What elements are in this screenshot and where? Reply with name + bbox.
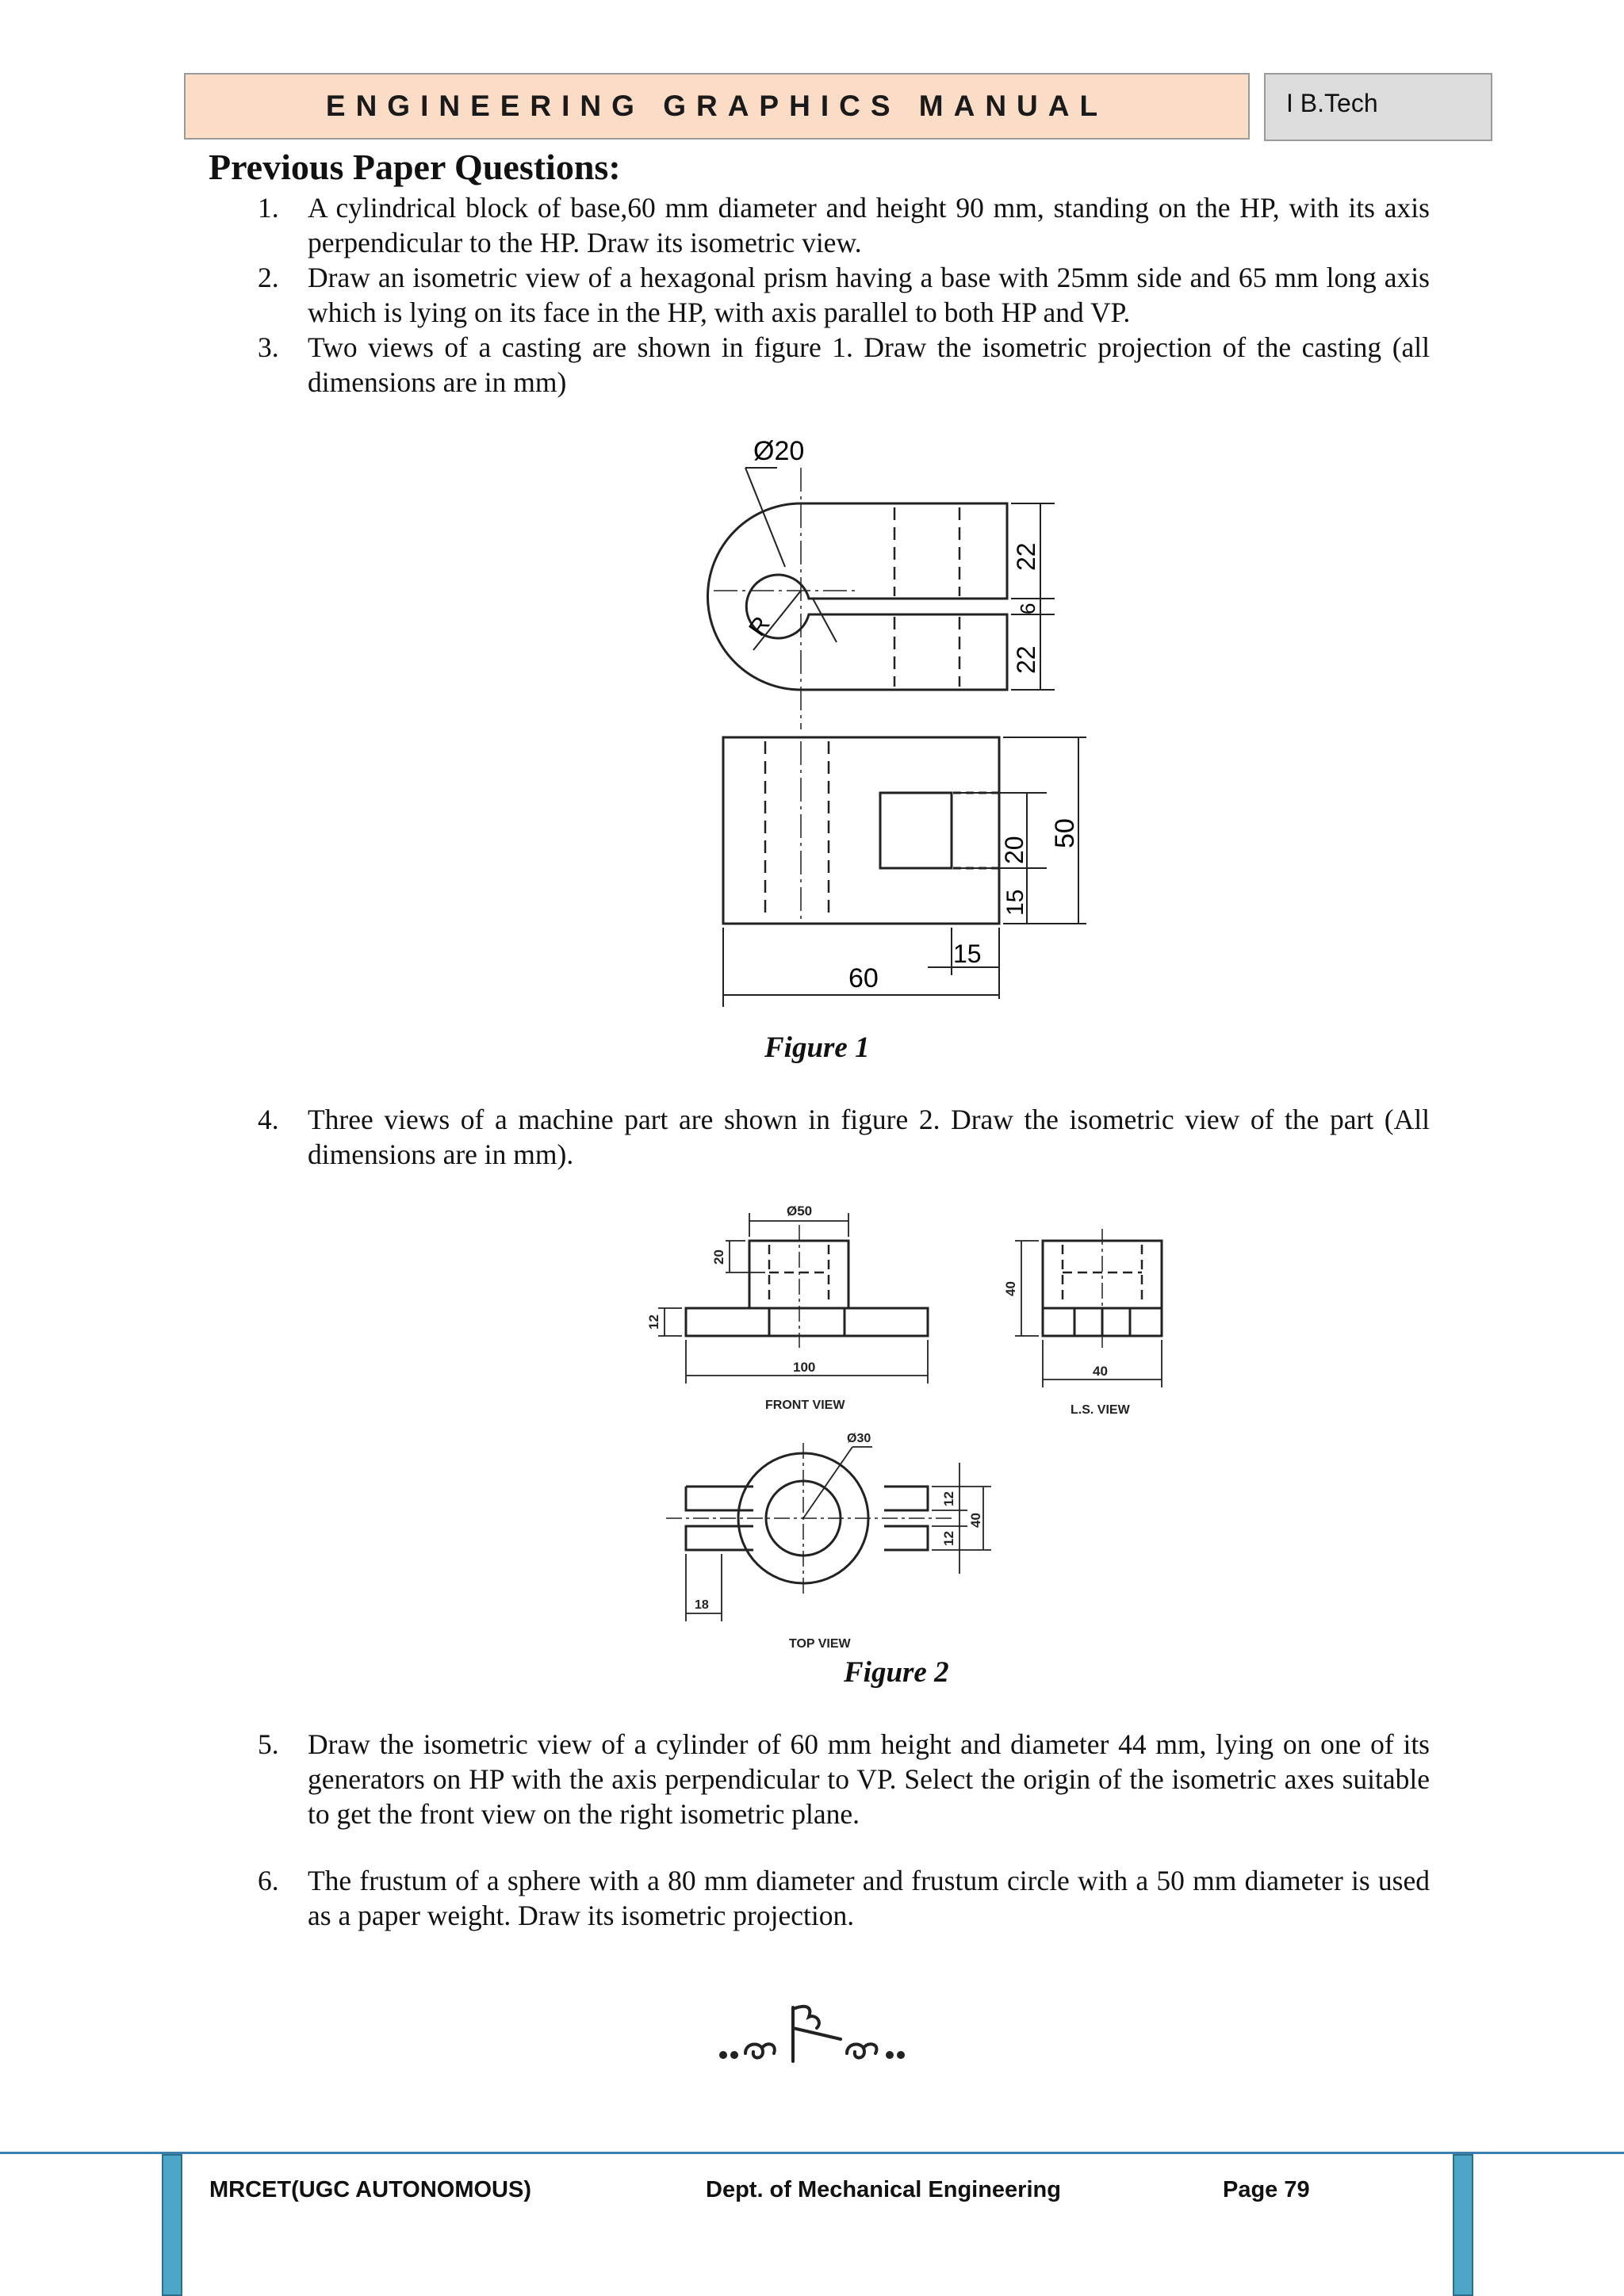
footer-page-number: Page 79 bbox=[1223, 2177, 1310, 2202]
course-label-box bbox=[1264, 73, 1492, 141]
fig2-dim-dia50: Ø50 bbox=[787, 1203, 813, 1219]
footer-department: Dept. of Mechanical Engineering bbox=[706, 2177, 1061, 2202]
fig2-dim-dia30: Ø30 bbox=[847, 1432, 871, 1445]
section-heading: Previous Paper Questions: bbox=[209, 147, 621, 187]
question-6 bbox=[258, 1863, 1430, 1933]
question-number: 5. bbox=[258, 1728, 279, 1760]
question-text: The frustum of a sphere with a 80 mm diameter and frustum circle with a 50 mm diameter is used as a paper weight. Draw its isometric projection. bbox=[308, 1865, 1430, 1931]
fig1-dim-22b: 22 bbox=[1012, 645, 1040, 674]
figure-1-caption: Figure 1 bbox=[764, 1031, 870, 1064]
fig1-dim-20: 20 bbox=[1000, 836, 1028, 864]
fig1-dim-15b: 15 bbox=[953, 939, 982, 968]
question-4 bbox=[258, 1102, 1430, 1172]
manual-title-banner bbox=[184, 73, 1250, 140]
fig2-front-view-label: FRONT VIEW bbox=[765, 1399, 845, 1412]
question-2 bbox=[258, 260, 1430, 330]
question-number: 6. bbox=[258, 1865, 279, 1896]
course-label: I B.Tech bbox=[1286, 89, 1378, 117]
question-text: Three views of a machine part are shown in figure 2. Draw the isometric view of the part (All dimensions are in mm). bbox=[308, 1104, 1430, 1170]
question-number: 1. bbox=[258, 192, 279, 224]
fig2-dim-18: 18 bbox=[695, 1598, 709, 1612]
fig1-dim-dia: Ø20 bbox=[753, 436, 805, 466]
fig1-dim-r: R bbox=[744, 611, 776, 641]
end-ornament bbox=[714, 1998, 920, 2069]
footer-institution: MRCET(UGC AUTONOMOUS) bbox=[209, 2177, 531, 2202]
question-1 bbox=[258, 190, 1430, 260]
fig1-dim-22a: 22 bbox=[1012, 542, 1040, 571]
figure-1-drawing bbox=[698, 420, 1110, 1015]
footer-rule bbox=[0, 2152, 1624, 2154]
question-text: Draw the isometric view of a cylinder of 60 mm height and diameter 44 mm, lying on one of its generators on HP with the axis perpendicular to VP. Select the origin of the isometric axes suitable to get the front view on the right isometric plane. bbox=[308, 1728, 1430, 1830]
fig1-dim-60: 60 bbox=[848, 963, 879, 993]
manual-title: ENGINEERING GRAPHICS MANUAL bbox=[325, 90, 1109, 122]
question-3 bbox=[258, 330, 1430, 400]
fig2-dim-12: 12 bbox=[646, 1314, 661, 1330]
fig2-dim-40b: 40 bbox=[1093, 1364, 1108, 1379]
figure-2-drawing bbox=[634, 1193, 1189, 1653]
fig2-top-view-label: TOP VIEW bbox=[789, 1637, 851, 1651]
fig1-dim-15a: 15 bbox=[1002, 889, 1028, 916]
question-number: 3. bbox=[258, 331, 279, 363]
fig2-dim-20: 20 bbox=[711, 1249, 726, 1265]
question-text: Draw an isometric view of a hexagonal prism having a base with 25mm side and 65 mm long axis which is lying on its face in the HP, with axis parallel to both HP and VP. bbox=[308, 262, 1430, 328]
question-number: 4. bbox=[258, 1104, 279, 1135]
question-5 bbox=[258, 1727, 1430, 1831]
fig2-dim-12a: 12 bbox=[941, 1491, 956, 1506]
question-text: Two views of a casting are shown in figure 1. Draw the isometric projection of the casting (all dimensions are in mm) bbox=[308, 331, 1430, 398]
fig1-dim-50: 50 bbox=[1050, 818, 1080, 848]
fig2-ls-view-label: L.S. VIEW bbox=[1071, 1403, 1130, 1417]
fig1-dim-6: 6 bbox=[1016, 603, 1040, 614]
footer-right-bar bbox=[1453, 2154, 1473, 2296]
question-text: A cylindrical block of base,60 mm diameter and height 90 mm, standing on the HP, with its axis perpendicular to the HP. Draw its isometric view. bbox=[308, 192, 1430, 258]
fig2-dim-40a: 40 bbox=[1003, 1281, 1018, 1296]
fig2-dim-40c: 40 bbox=[968, 1513, 983, 1528]
question-number: 2. bbox=[258, 262, 279, 293]
figure-2-caption: Figure 2 bbox=[844, 1656, 949, 1689]
fig2-dim-12b: 12 bbox=[941, 1531, 956, 1546]
fig2-dim-100: 100 bbox=[793, 1360, 816, 1375]
footer-left-bar bbox=[162, 2154, 182, 2296]
